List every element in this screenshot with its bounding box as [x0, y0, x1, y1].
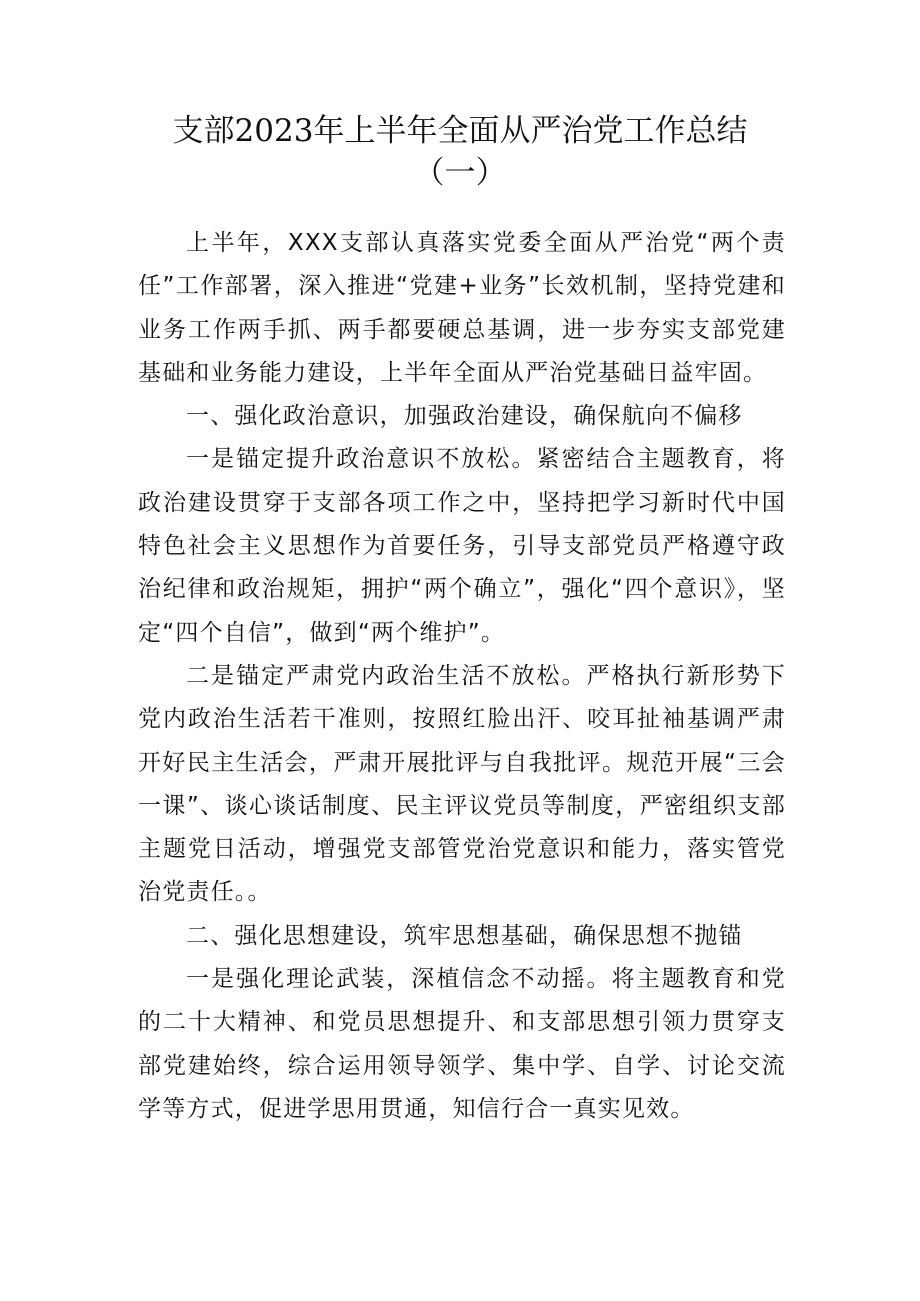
section-heading-1: 一、强化政治意识，加强政治建设，确保航向不偏移 [186, 403, 743, 430]
paragraph-party-life: 二是锚定严肃党内政治生活不放松。严格执行新形势下党内政治生活若干准则，按照红脸出汗、咬耳扯袖基调严肃开好民主生活会，严肃开展批评与自我批评。规范开展“三会一课”、谈心谈话制度、民主评议党员等制度，严密组织支部主题党日活动，增强党支部管党治党意识和能力，落实管党治党责任。。 [138, 662, 786, 906]
paragraph-political-awareness: 一是锚定提升政治意识不放松。紧密结合主题教育，将政治建设贯穿于支部各项工作之中，坚持把学习新时代中国特色社会主义思想作为首要任务，引导支部党员严格遵守政治纪律和政治规矩，拥护“两个确立”，强化“四个意识》，坚定“四个自信”，做到“两个维护”。 [138, 446, 786, 646]
document-title-number: （一） [413, 155, 507, 191]
document-body [138, 222, 786, 1131]
paragraph-intro: 上半年，XXX支部认真落实党委全面从严治党“两个责任”工作部署，深入推进“党建+业务”长效机制，坚持党建和业务工作两手抓、两手都要硬总基调，进一步夯实支部党建基础和业务能力建设，上半年全面从严治党基础日益牢固。 [138, 230, 786, 386]
section-heading-2: 二、强化思想建设，筑牢思想基础，确保思想不抛锚 [186, 922, 743, 949]
document-title: 支部2023年上半年全面从严治党工作总结 [172, 113, 748, 149]
paragraph-theory-study: 一是强化理论武装，深植信念不动摇。将主题教育和党的二十大精神、和党员思想提升、和支部思想引领力贯穿支部党建始终，综合运用领导领学、集中学、自学、讨论交流学等方式，促进学思用贯通，知信行合一真实见效。 [138, 966, 786, 1122]
